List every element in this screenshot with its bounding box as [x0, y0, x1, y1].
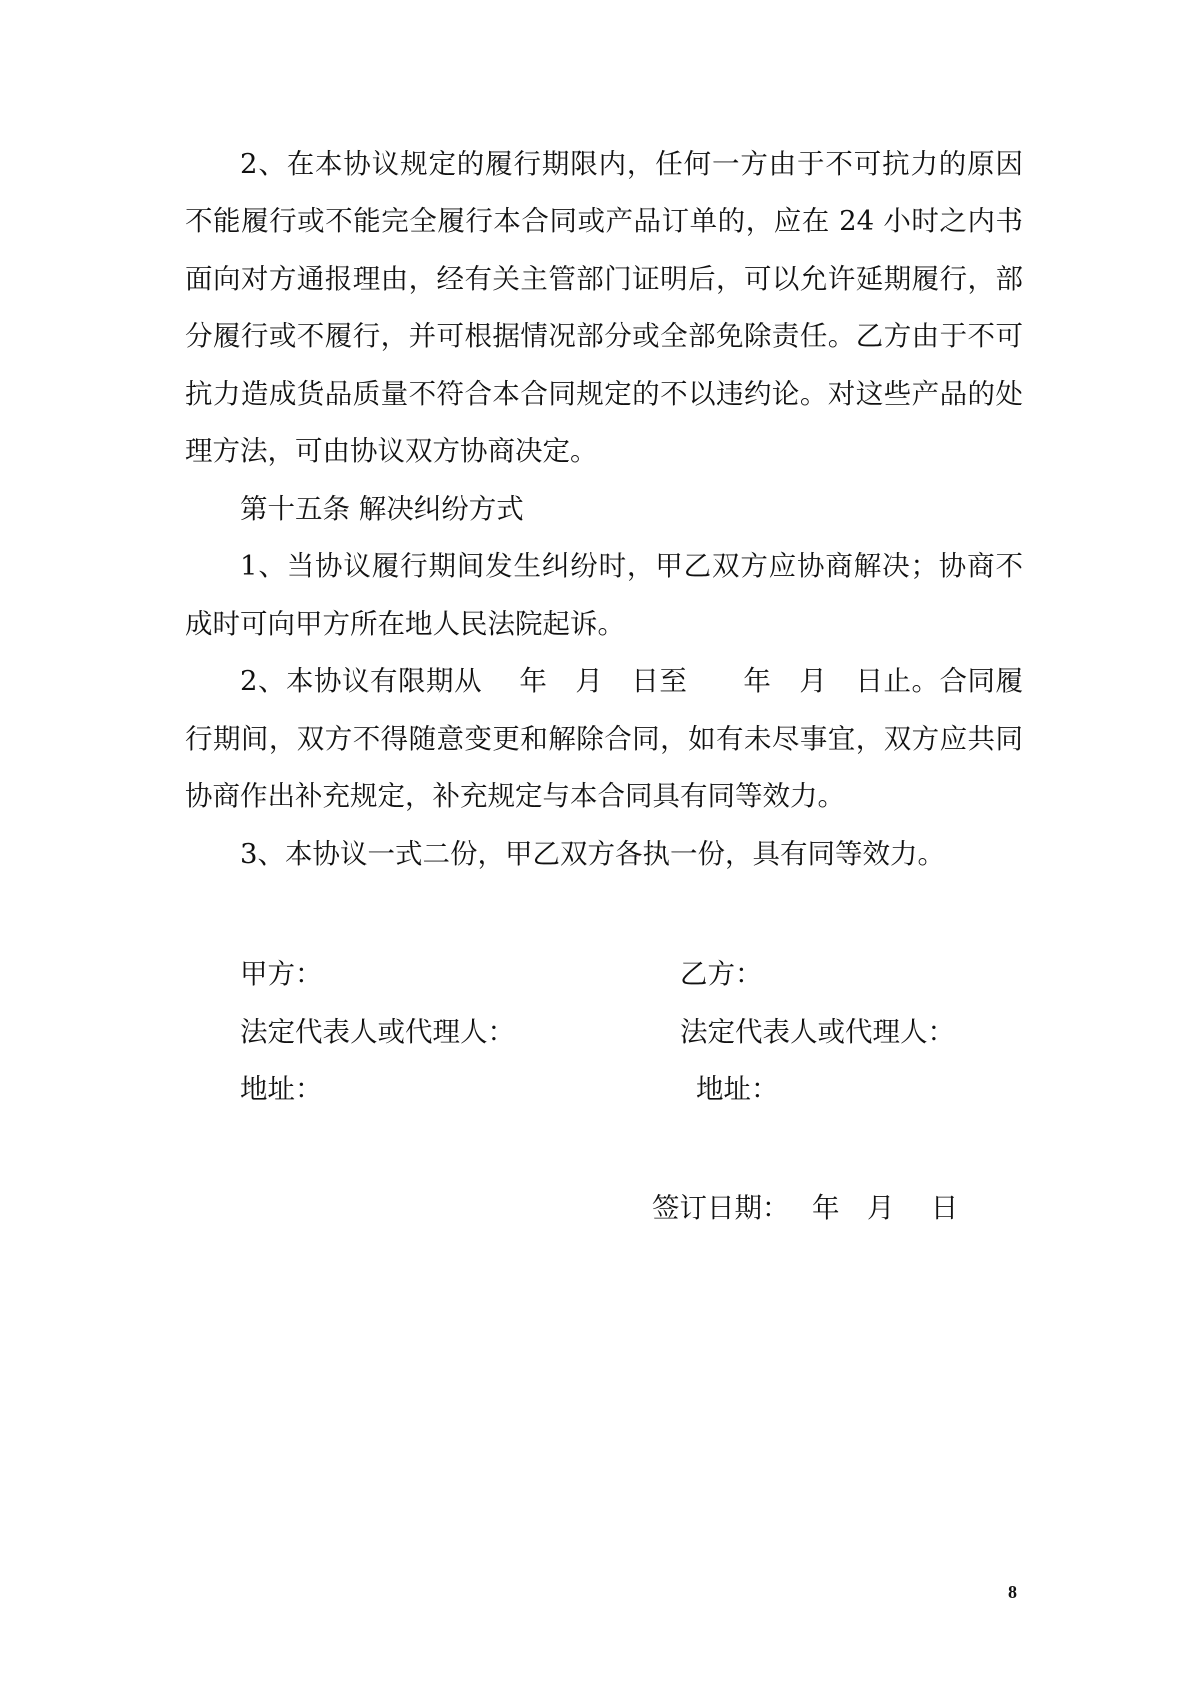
clause14-item2-line-6: 理方法，可由协议双方协商决定。 — [185, 435, 598, 467]
page-number: 8 — [1008, 1582, 1017, 1602]
clause14-item2-line-4: 分履行或不履行，并可根据情况部分或全部免除责任。乙方由于不可 — [185, 320, 1023, 352]
clause14-item2-line-2: 不能履行或不能完全履行本合同或产品订单的，应在 24 小时之内书 — [185, 205, 1023, 237]
sign-date: 签订日期： 年 月 日 — [652, 1192, 959, 1224]
clause14-item2-line-3: 面向对方通报理由，经有关主管部门证明后，可以允许延期履行，部 — [185, 263, 1023, 295]
clause15-item2-line-1: 2、本协议有限期从 年 月 日至 年 月 日止。合同履 — [240, 665, 1023, 697]
party-a-representative: 法定代表人或代理人： — [240, 1016, 515, 1048]
clause15-item2-line-3: 协商作出补充规定，补充规定与本合同具有同等效力。 — [185, 780, 845, 812]
party-b-label: 乙方： — [680, 958, 763, 990]
clause15-item1-line-1: 1、当协议履行期间发生纠纷时，甲乙双方应协商解决；协商不 — [240, 550, 1023, 582]
clause15-item3: 3、本协议一式二份，甲乙双方各执一份，具有同等效力。 — [240, 838, 945, 870]
clause15-item1-line-2: 成时可向甲方所在地人民法院起诉。 — [185, 608, 625, 640]
party-b-representative: 法定代表人或代理人： — [680, 1016, 955, 1048]
party-a-address: 地址： — [240, 1073, 323, 1105]
party-b-address: 地址： — [696, 1073, 779, 1105]
clause14-item2-line-1: 2、在本协议规定的履行期限内，任何一方由于不可抗力的原因 — [240, 148, 1023, 180]
clause14-item2-line-5: 抗力造成货品质量不符合本合同规定的不以违约论。对这些产品的处 — [185, 378, 1023, 410]
clause15-item2-line-2: 行期间，双方不得随意变更和解除合同，如有未尽事宜，双方应共同 — [185, 723, 1023, 755]
party-a-label: 甲方： — [240, 958, 323, 990]
clause15-heading: 第十五条 解决纠纷方式 — [240, 493, 524, 525]
